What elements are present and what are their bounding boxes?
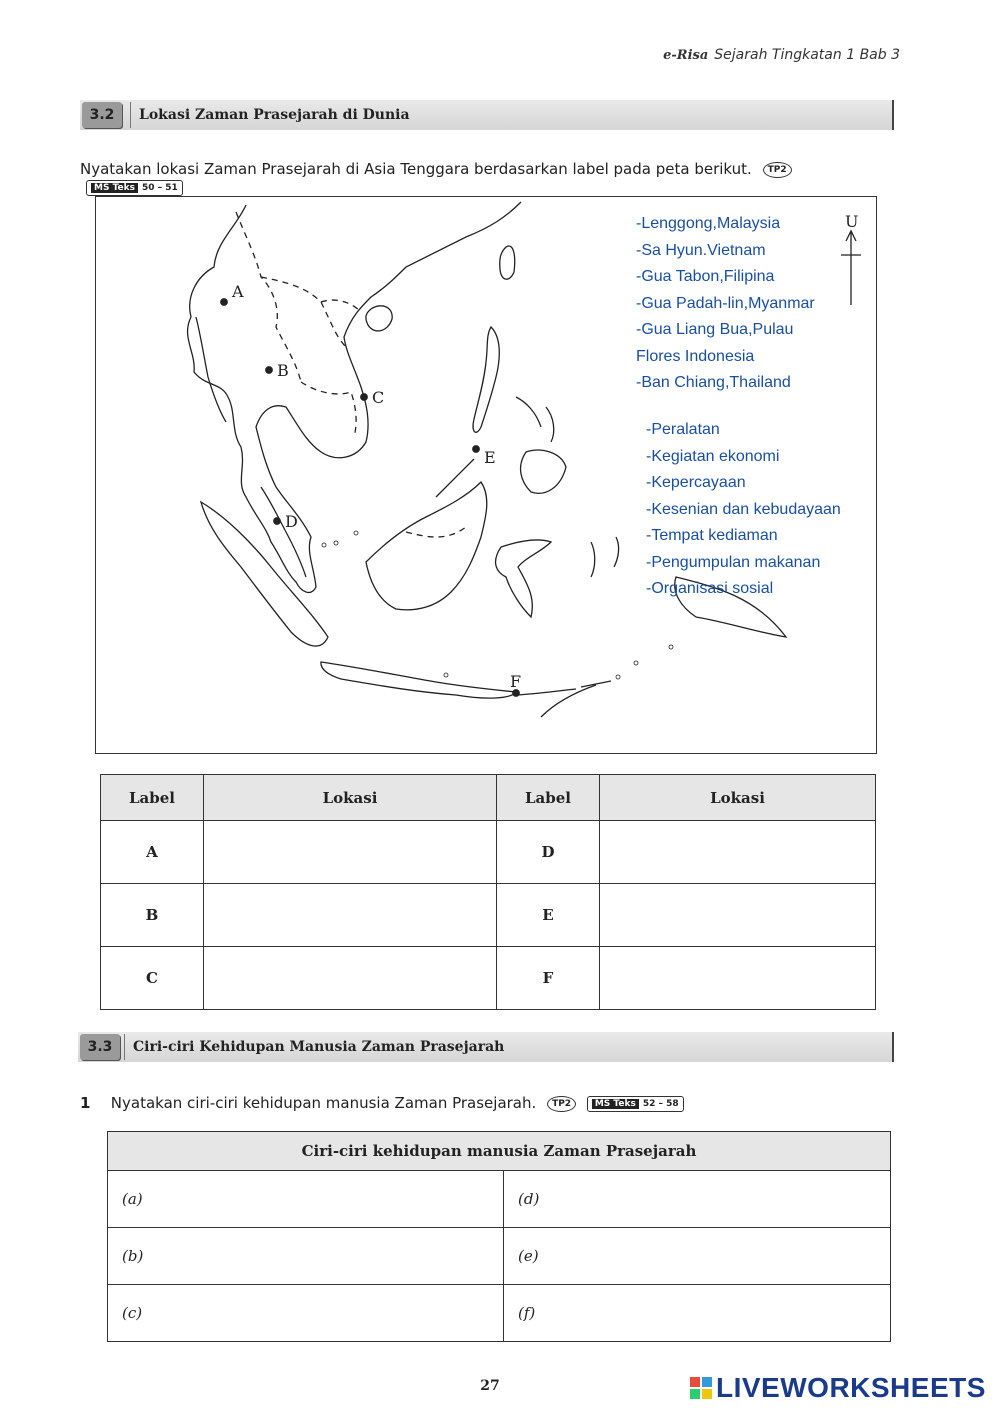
location-item[interactable]: -Ban Chiang,Thailand <box>636 374 791 391</box>
section-header-3-2 <box>80 100 894 130</box>
features-list <box>646 417 874 603</box>
col-header-lokasi: Lokasi <box>204 775 497 821</box>
brand-logo: e-Risa <box>663 47 709 63</box>
section-number: 3.2 <box>82 102 122 128</box>
subject-title: Sejarah Tingkatan 1 <box>714 47 856 63</box>
answer-cell-c[interactable] <box>204 947 497 1010</box>
hainan-island <box>366 306 392 331</box>
country-border <box>301 382 356 437</box>
answer-cell-f[interactable]: (f) <box>504 1285 891 1342</box>
instruction-text <box>80 160 895 196</box>
answer-cell-e[interactable]: (e) <box>504 1228 891 1285</box>
site-dot-d <box>274 518 281 525</box>
row-label: D <box>497 821 600 884</box>
location-item[interactable]: -Gua Padah-lin,Myanmar <box>636 294 815 312</box>
row-label: B <box>101 884 204 947</box>
table-row <box>101 884 876 947</box>
section-header-3-3 <box>78 1032 894 1062</box>
map-label-c: C <box>372 388 385 407</box>
table-row <box>108 1285 891 1342</box>
watermark-text: LIVEWORKSHEETS <box>716 1372 986 1403</box>
feature-item[interactable]: -Kegiatan ekonomi <box>646 447 780 465</box>
table-row <box>108 1228 891 1285</box>
ms-pages: 50 – 51 <box>141 182 178 193</box>
table-header-row <box>101 775 876 821</box>
myanmar-coast <box>196 317 226 422</box>
sulawesi-island <box>496 540 551 617</box>
map-label-e: E <box>484 448 496 467</box>
feature-item[interactable]: -Tempat kediaman <box>646 527 778 544</box>
liveworksheets-watermark[interactable] <box>690 1372 986 1404</box>
table-row <box>101 821 876 884</box>
site-dot-c <box>361 394 368 401</box>
country-border <box>261 277 346 347</box>
islet <box>634 661 638 665</box>
ms-pages: 52 – 58 <box>642 1098 679 1109</box>
table-header: Ciri-ciri kehidupan manusia Zaman Prasejarah <box>108 1132 891 1171</box>
question-number: 1 <box>80 1094 91 1112</box>
table-row <box>101 947 876 1010</box>
feature-item[interactable]: -Peralatan <box>646 421 720 438</box>
location-item[interactable]: -Gua Tabon,Filipina <box>636 268 775 285</box>
col-header-label: Label <box>101 775 204 821</box>
question-text: Nyatakan ciri-ciri kehidupan manusia Zaman Prasejarah. <box>110 1094 537 1112</box>
islet <box>669 645 673 649</box>
answer-cell-f[interactable] <box>600 947 876 1010</box>
tp-badge: TP2 <box>763 162 792 178</box>
ms-label: MS Teks <box>91 183 138 193</box>
country-border <box>236 212 301 382</box>
answer-cell-b[interactable]: (b) <box>108 1228 504 1285</box>
map-label-a: A <box>232 282 244 301</box>
locations-list <box>636 211 836 397</box>
visayas-islands <box>516 397 554 442</box>
feature-item[interactable]: -Pengumpulan makanan <box>646 553 821 571</box>
location-item[interactable]: -Lenggong,Malaysia <box>636 215 781 232</box>
liveworksheets-logo-icon <box>690 1377 712 1399</box>
location-item[interactable]: -Sa Hyun.Vietnam <box>636 241 766 259</box>
palawan-island <box>436 459 474 497</box>
tp-badge: TP2 <box>547 1096 576 1112</box>
section-number: 3.3 <box>80 1034 120 1060</box>
row-label: A <box>101 821 204 884</box>
chapter-title: Bab 3 <box>859 47 900 63</box>
map-label-b: B <box>277 361 289 380</box>
answer-cell-c[interactable]: (c) <box>108 1285 504 1342</box>
site-dot-e <box>473 446 480 453</box>
feature-item[interactable]: -Organisasi sosial <box>646 580 774 597</box>
page-header <box>640 44 900 66</box>
sumatra-island <box>201 502 328 646</box>
islet <box>354 531 358 535</box>
map-frame <box>95 196 877 754</box>
taiwan-island <box>500 246 515 279</box>
table-header-row <box>108 1132 891 1171</box>
borneo-border <box>406 527 466 537</box>
site-dot-b <box>266 367 273 374</box>
islet <box>322 543 326 547</box>
luzon-island <box>473 327 499 432</box>
characteristics-table <box>107 1131 891 1342</box>
ms-badge <box>587 1096 684 1112</box>
feature-item[interactable]: -Kesenian dan kebudayaan <box>646 500 841 518</box>
map-label-d: D <box>285 512 298 531</box>
answer-cell-d[interactable] <box>600 821 876 884</box>
borneo-island <box>366 482 487 610</box>
answer-cell-a[interactable]: (a) <box>108 1171 504 1228</box>
ms-label: MS Teks <box>592 1099 639 1109</box>
location-item[interactable]: -Gua Liang Bua,Pulau <box>636 321 794 338</box>
table-row <box>108 1171 891 1228</box>
row-label: F <box>497 947 600 1010</box>
mindanao-island <box>521 450 566 493</box>
islet <box>334 541 338 545</box>
question-1 <box>80 1094 895 1112</box>
answer-cell-a[interactable] <box>204 821 497 884</box>
java-island <box>321 662 516 698</box>
map-label-f: F <box>510 672 522 691</box>
page-number: 27 <box>480 1378 500 1394</box>
country-border <box>321 300 361 312</box>
site-dot-a <box>221 299 228 306</box>
maluku-islands <box>591 537 619 577</box>
row-label: C <box>101 947 204 1010</box>
feature-item[interactable]: -Kepercayaan <box>646 474 746 491</box>
col-header-lokasi: Lokasi <box>600 775 876 821</box>
location-table <box>100 774 876 1010</box>
section-title: Lokasi Zaman Prasejarah di Dunia <box>130 102 410 128</box>
answer-cell-b[interactable] <box>204 884 497 947</box>
north-label: U <box>845 212 859 231</box>
answer-cell-d[interactable]: (d) <box>504 1171 891 1228</box>
col-header-label: Label <box>497 775 600 821</box>
instruction-label: Nyatakan lokasi Zaman Prasejarah di Asia Tenggara berdasarkan label pada peta berikut. <box>80 160 752 178</box>
islet <box>616 675 620 679</box>
row-label: E <box>497 884 600 947</box>
islet <box>444 673 448 677</box>
location-item[interactable]: Flores Indonesia <box>636 347 755 365</box>
section-title: Ciri-ciri Kehidupan Manusia Zaman Prasejarah <box>124 1034 504 1060</box>
lesser-sunda <box>516 681 611 695</box>
ms-badge <box>86 180 183 196</box>
answer-cell-e[interactable] <box>600 884 876 947</box>
